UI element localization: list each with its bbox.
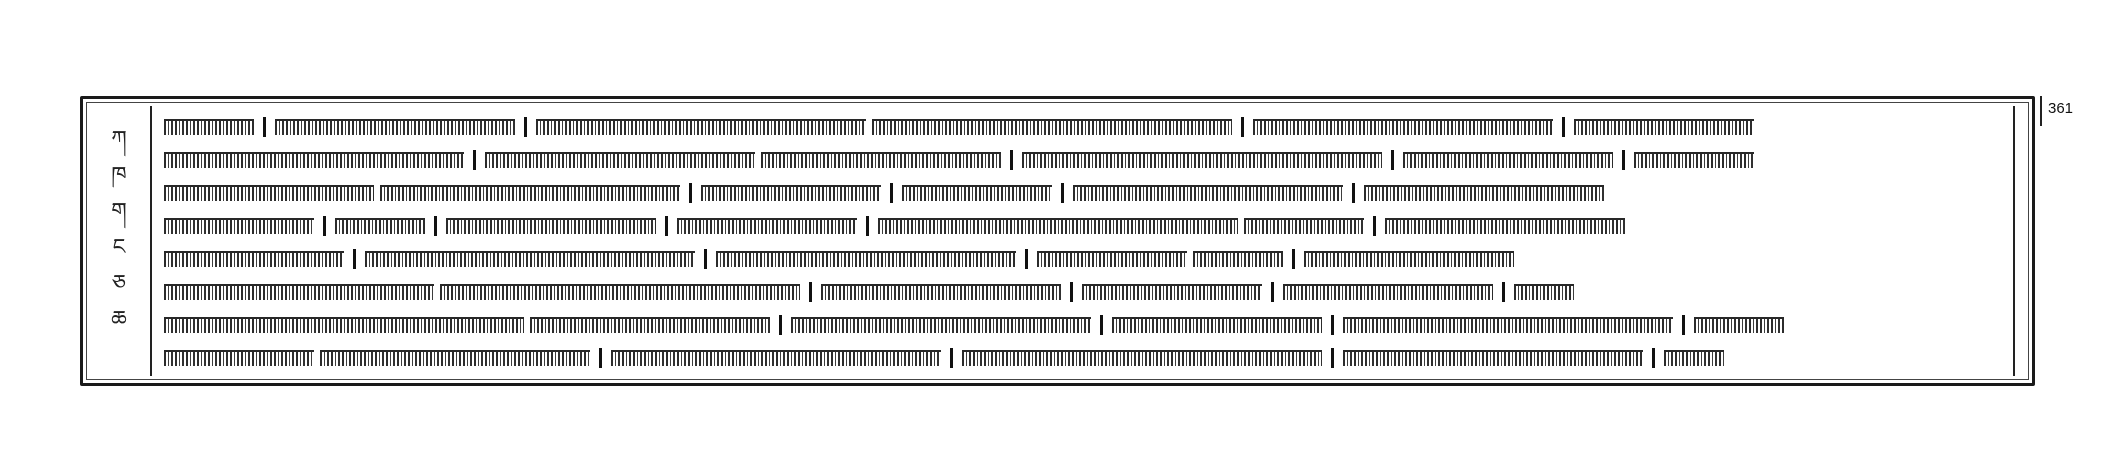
shad-mark <box>890 183 893 203</box>
script-segment <box>1664 350 1724 366</box>
shad-mark <box>1562 117 1565 137</box>
script-segment <box>821 284 1061 300</box>
text-line <box>164 341 2009 374</box>
shad-mark <box>1622 150 1625 170</box>
script-segment <box>164 317 524 333</box>
script-segment <box>872 119 1232 135</box>
script-segment <box>164 284 434 300</box>
shad-mark <box>665 216 668 236</box>
script-segment <box>1022 152 1382 168</box>
margin-glyph: ཀ <box>111 127 127 152</box>
right-margin-column <box>2013 106 2025 376</box>
margin-glyph: ག <box>111 199 127 224</box>
script-segment <box>1037 251 1187 267</box>
shad-mark <box>599 348 602 368</box>
script-segment <box>440 284 800 300</box>
margin-glyph: ཁ <box>111 163 127 188</box>
script-segment <box>164 119 254 135</box>
script-segment <box>164 152 464 168</box>
script-segment <box>275 119 515 135</box>
shad-mark <box>1373 216 1376 236</box>
text-line <box>164 143 2009 176</box>
script-segment <box>380 185 680 201</box>
script-segment <box>902 185 1052 201</box>
script-segment <box>335 218 425 234</box>
script-segment <box>1514 284 1574 300</box>
script-segment <box>1385 218 1625 234</box>
script-segment <box>878 218 1238 234</box>
script-segment <box>1253 119 1553 135</box>
margin-glyph: ཆ <box>111 307 127 332</box>
text-line <box>164 242 2009 275</box>
shad-mark <box>1682 315 1685 335</box>
shad-mark <box>1025 249 1028 269</box>
manuscript-folio <box>80 96 2035 386</box>
script-segment <box>365 251 695 267</box>
script-segment <box>1082 284 1262 300</box>
script-segment <box>536 119 866 135</box>
shad-mark <box>1241 117 1244 137</box>
shad-mark <box>323 216 326 236</box>
script-segment <box>1304 251 1514 267</box>
script-segment <box>320 350 590 366</box>
shad-mark <box>1100 315 1103 335</box>
script-segment <box>485 152 755 168</box>
margin-marginalia <box>94 122 144 338</box>
script-segment <box>1343 350 1643 366</box>
script-segment <box>446 218 656 234</box>
tibetan-text-block <box>164 110 2009 372</box>
shad-mark <box>704 249 707 269</box>
text-line <box>164 308 2009 341</box>
shad-mark <box>809 282 812 302</box>
shad-mark <box>263 117 266 137</box>
shad-mark <box>689 183 692 203</box>
text-line <box>164 110 2009 143</box>
shad-mark <box>1271 282 1274 302</box>
shad-mark <box>1391 150 1394 170</box>
script-segment <box>164 218 314 234</box>
page-number: 361 <box>2048 100 2074 117</box>
script-segment <box>1112 317 1322 333</box>
margin-glyph: ཅ <box>112 271 126 296</box>
script-segment <box>1364 185 1604 201</box>
shad-mark <box>524 117 527 137</box>
script-segment <box>761 152 1001 168</box>
shad-mark <box>950 348 953 368</box>
script-segment <box>1283 284 1493 300</box>
margin-glyph: ང <box>112 235 126 260</box>
shad-mark <box>1061 183 1064 203</box>
script-segment <box>1574 119 1754 135</box>
shad-mark <box>779 315 782 335</box>
script-segment <box>1343 317 1673 333</box>
shad-mark <box>353 249 356 269</box>
shad-mark <box>1331 348 1334 368</box>
shad-mark <box>866 216 869 236</box>
script-segment <box>1694 317 1784 333</box>
script-segment <box>1634 152 1754 168</box>
shad-mark <box>1070 282 1073 302</box>
script-segment <box>962 350 1322 366</box>
shad-mark <box>1652 348 1655 368</box>
script-segment <box>164 185 374 201</box>
script-segment <box>1193 251 1283 267</box>
script-segment <box>701 185 881 201</box>
shad-mark <box>1331 315 1334 335</box>
text-line <box>164 275 2009 308</box>
shad-mark <box>1010 150 1013 170</box>
shad-mark <box>1502 282 1505 302</box>
shad-mark <box>1292 249 1295 269</box>
script-segment <box>716 251 1016 267</box>
text-line <box>164 209 2009 242</box>
script-segment <box>791 317 1091 333</box>
script-segment <box>1073 185 1343 201</box>
script-segment <box>530 317 770 333</box>
shad-mark <box>473 150 476 170</box>
script-segment <box>164 251 344 267</box>
page-number-divider <box>2040 96 2042 126</box>
text-line <box>164 176 2009 209</box>
script-segment <box>611 350 941 366</box>
shad-mark <box>434 216 437 236</box>
script-segment <box>164 350 314 366</box>
script-segment <box>1244 218 1364 234</box>
script-segment <box>677 218 857 234</box>
script-segment <box>1403 152 1613 168</box>
shad-mark <box>1352 183 1355 203</box>
